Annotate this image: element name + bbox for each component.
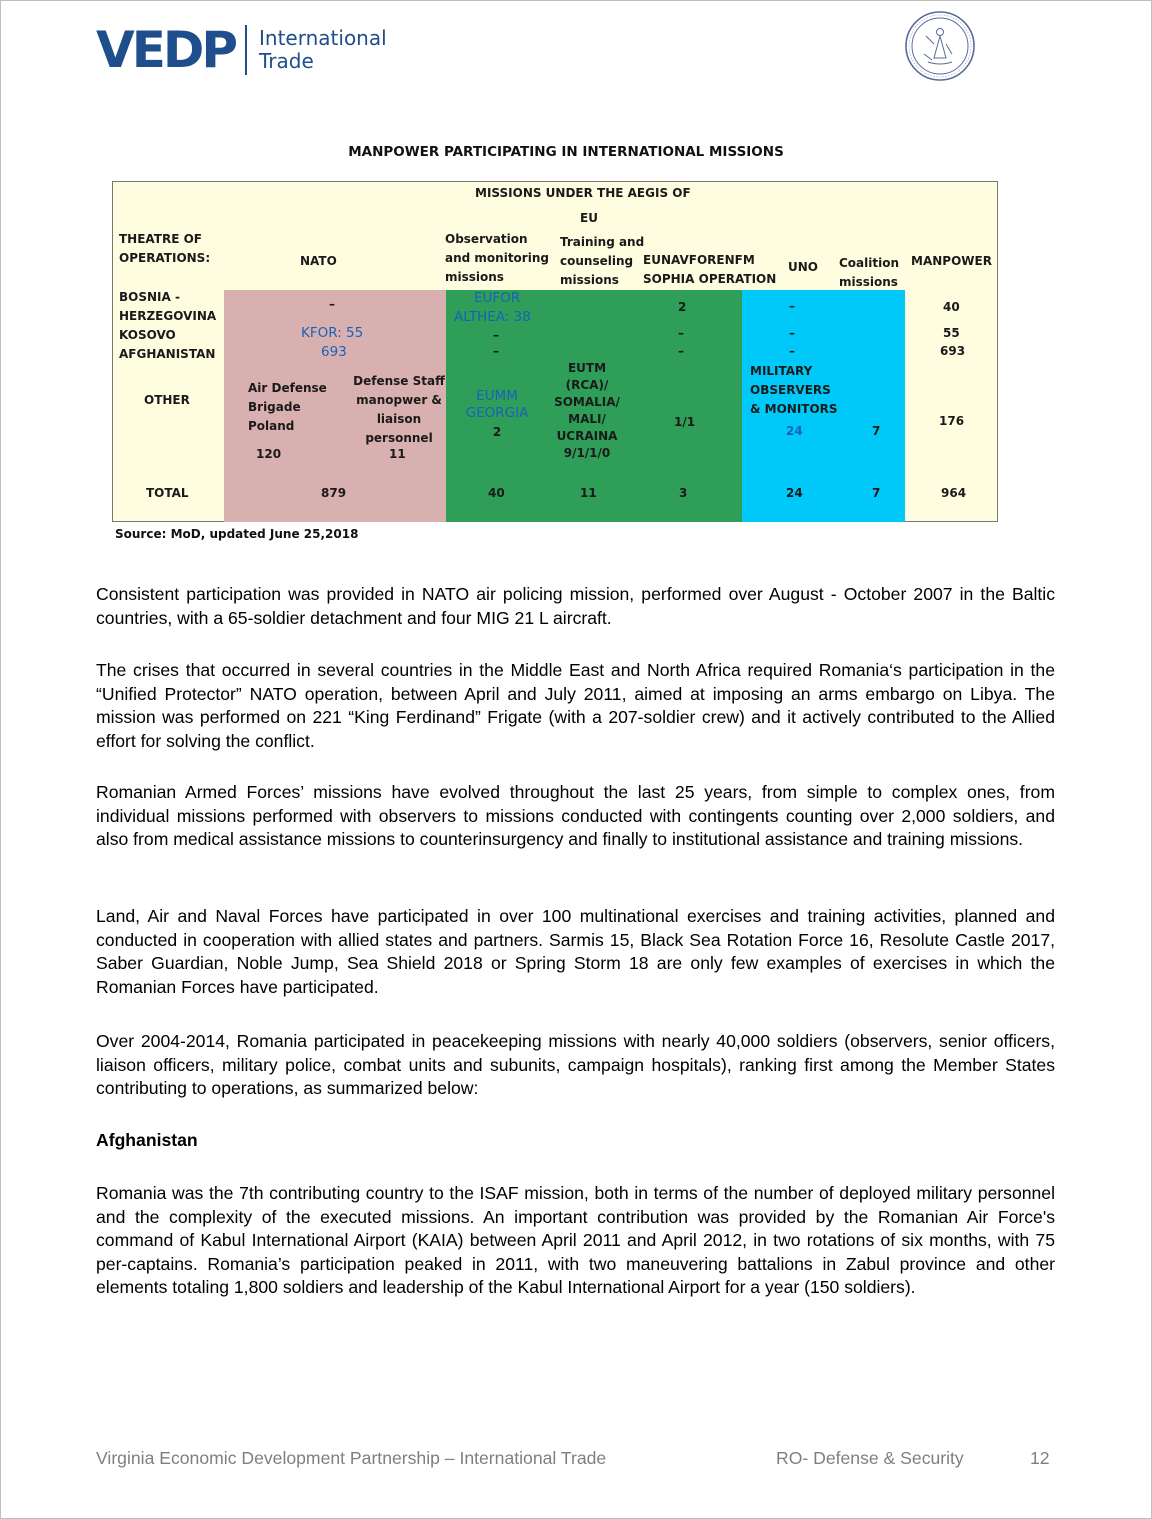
ad-value: 120 bbox=[256, 447, 282, 461]
paragraph-air-policing: Consistent participation was provided in NATO air policing mission, performed over August - October 2007 in the Baltic countries, with a 65-soldier detachment and four MIG 21 L aircraft. bbox=[96, 584, 1055, 628]
paragraph-evolution: Romanian Armed Forces’ missions have evolved throughout the last 25 years, from simple to complex ones, from individual missions performed with observers to missions conducted with contingents counting over 2,000 soldiers, and also from medical assistance missions to counterinsurgency and finally to institutional assistance and training missions. bbox=[96, 782, 1055, 850]
theatre-label-2: OPERATIONS: bbox=[119, 251, 211, 265]
train-header-3: missions bbox=[560, 273, 619, 287]
eu-label: EU bbox=[580, 211, 598, 225]
total-train: 11 bbox=[580, 486, 597, 500]
ad-line2: Brigade bbox=[248, 400, 301, 414]
eutm-line2: (RCA)/ bbox=[565, 378, 609, 392]
eufor-line1: EUFOR bbox=[474, 290, 521, 306]
paragraph-unified-protector: The crises that occurred in several countries in the Middle East and North Africa required Romania‘s participation in the “Unified Protector” NATO operation, between April and July 2011, aimed at imposing an arms embargo on Libya. The mission was performed on 221 “King Ferdinand” Frigate (with a 207-soldier crew) and it actively contributed to the Allied effort for solving the conflict. bbox=[96, 660, 1055, 751]
total-man: 964 bbox=[941, 486, 967, 500]
train-header-1: Training and bbox=[560, 235, 645, 249]
uno-bosnia: – bbox=[789, 299, 795, 313]
row-bosnia-1: BOSNIA - bbox=[119, 290, 180, 304]
row-other: OTHER bbox=[144, 393, 190, 407]
eutm-line1: EUTM bbox=[567, 361, 607, 375]
nato-bosnia: – bbox=[329, 297, 335, 311]
ds-value: 11 bbox=[389, 447, 406, 461]
kfor-value: KFOR: 55 bbox=[301, 325, 364, 341]
row-kosovo: KOSOVO bbox=[119, 328, 176, 342]
vedp-logo bbox=[96, 22, 387, 78]
eutm-line3: SOMALIA/ bbox=[554, 395, 620, 409]
section-heading-afghanistan: Afghanistan bbox=[96, 1130, 198, 1150]
eumm-line2: GEORGIA bbox=[465, 405, 529, 421]
man-bosnia: 40 bbox=[943, 300, 960, 314]
paragraph-exercises: Land, Air and Naval Forces have participated in over 100 multinational exercises and training activities, planned and conducted in cooperation with allied states and partners. Sarmis 15, Black Sea Rotation Force 16, Resolute Castle 2017, Saber Guardian, Noble Jump, Sea Shield 2018 or Spring Storm 18 are only few examples of exercises in which the Romanian Forces have participated. bbox=[96, 906, 1055, 997]
mil-line3: & MONITORS bbox=[750, 402, 838, 416]
coal-header-1: Coalition bbox=[839, 256, 900, 270]
ad-line1: Air Defense bbox=[248, 381, 327, 395]
total-nato: 879 bbox=[321, 486, 347, 500]
row-total: TOTAL bbox=[146, 486, 189, 500]
table-title: MANPOWER PARTICIPATING IN INTERNATIONAL MISSIONS bbox=[348, 144, 784, 160]
total-uno: 24 bbox=[786, 486, 803, 500]
obs-afg: – bbox=[493, 344, 499, 358]
coal-header-2: missions bbox=[839, 275, 898, 289]
logo-mark: VEDP bbox=[96, 21, 236, 79]
mil-line1: MILITARY bbox=[750, 364, 813, 378]
coal-other: 7 bbox=[872, 424, 881, 438]
uno-kosovo: – bbox=[789, 326, 795, 340]
manpower-header: MANPOWER bbox=[911, 254, 992, 268]
kfor-afg-value: 693 bbox=[321, 344, 347, 360]
virginia-seal-icon bbox=[904, 10, 976, 82]
ds-line3: liaison bbox=[376, 412, 422, 426]
train-header-2: counseling bbox=[560, 254, 634, 268]
euna-other: 1/1 bbox=[674, 415, 696, 429]
ds-line1: Defense Staff bbox=[353, 374, 445, 388]
euna-bosnia: 2 bbox=[678, 300, 687, 314]
man-afg: 693 bbox=[940, 344, 966, 358]
eutm-line4: MALI/ bbox=[568, 412, 606, 426]
total-coal: 7 bbox=[872, 486, 881, 500]
obs-header-3: missions bbox=[445, 270, 504, 284]
page-number: 12 bbox=[1030, 1448, 1050, 1468]
obs-header-1: Observation bbox=[445, 232, 528, 246]
ds-line2: manopwer & bbox=[356, 393, 442, 407]
uno-other: 24 bbox=[786, 424, 803, 438]
footer-section: RO- Defense & Security bbox=[776, 1448, 964, 1468]
man-other: 176 bbox=[939, 414, 965, 428]
obs-kosovo: – bbox=[493, 328, 499, 342]
eumm-value: 2 bbox=[492, 425, 502, 439]
total-obs: 40 bbox=[488, 486, 505, 500]
nato-header: NATO bbox=[300, 254, 337, 268]
paragraph-afghanistan: Romania was the 7th contributing country to the ISAF mission, both in terms of the number of deployed military personnel and the complexity of the executed missions. An important contribution was provided by the Romanian Air Force's command of Kabul International Airport (KAIA) between April 2011 and April 2012, in two rotations of six months, with 75 per-captains. Romania’s participation peaked in 2011, with two maneuvering battalions in Zabul province and other elements totaling 1,800 soldiers and leadership of the Kabul International Airport for a year (150 soldiers). bbox=[96, 1183, 1055, 1298]
row-afghanistan: AFGHANISTAN bbox=[119, 347, 216, 361]
table-source: Source: MoD, updated June 25,2018 bbox=[115, 527, 359, 541]
ds-line4: personnel bbox=[365, 431, 433, 445]
eutm-line5: UCRAINA bbox=[556, 429, 618, 443]
logo-subtitle bbox=[259, 27, 387, 73]
euna-kosovo: – bbox=[678, 326, 684, 340]
euna-header-2: SOPHIA OPERATION bbox=[643, 272, 777, 286]
uno-afg: – bbox=[789, 344, 795, 358]
euna-afg: – bbox=[678, 344, 684, 358]
total-euna: 3 bbox=[679, 486, 688, 500]
ad-line3: Poland bbox=[248, 419, 295, 433]
mil-line2: OBSERVERS bbox=[750, 383, 831, 397]
obs-header-2: and monitoring bbox=[445, 251, 549, 265]
eufor-line2: ALTHEA: 38 bbox=[454, 309, 531, 325]
theatre-label-1: THEATRE OF bbox=[119, 232, 202, 246]
footer-organization: Virginia Economic Development Partnership – International Trade bbox=[96, 1448, 607, 1468]
man-kosovo: 55 bbox=[943, 326, 960, 340]
manpower-table bbox=[112, 181, 998, 522]
aegis-label: MISSIONS UNDER THE AEGIS OF bbox=[475, 186, 691, 200]
logo-divider bbox=[245, 25, 247, 75]
uno-header: UNO bbox=[788, 260, 818, 274]
eutm-line6: 9/1/1/0 bbox=[563, 446, 611, 460]
row-bosnia-2: HERZEGOVINA bbox=[119, 309, 217, 323]
eumm-line1: EUMM bbox=[476, 388, 518, 404]
logo-sub-line1: International bbox=[259, 26, 387, 50]
euna-header-1: EUNAVFORENFM bbox=[643, 253, 755, 267]
logo-sub-line2: Trade bbox=[259, 49, 314, 73]
paragraph-peacekeeping: Over 2004-2014, Romania participated in peacekeeping missions with nearly 40,000 soldiers (observers, senior officers, liaison officers, military police, combat units and subunits, campaign hospitals), ranking first among the Member States contributing to operations, as summarized below: bbox=[96, 1031, 1055, 1099]
